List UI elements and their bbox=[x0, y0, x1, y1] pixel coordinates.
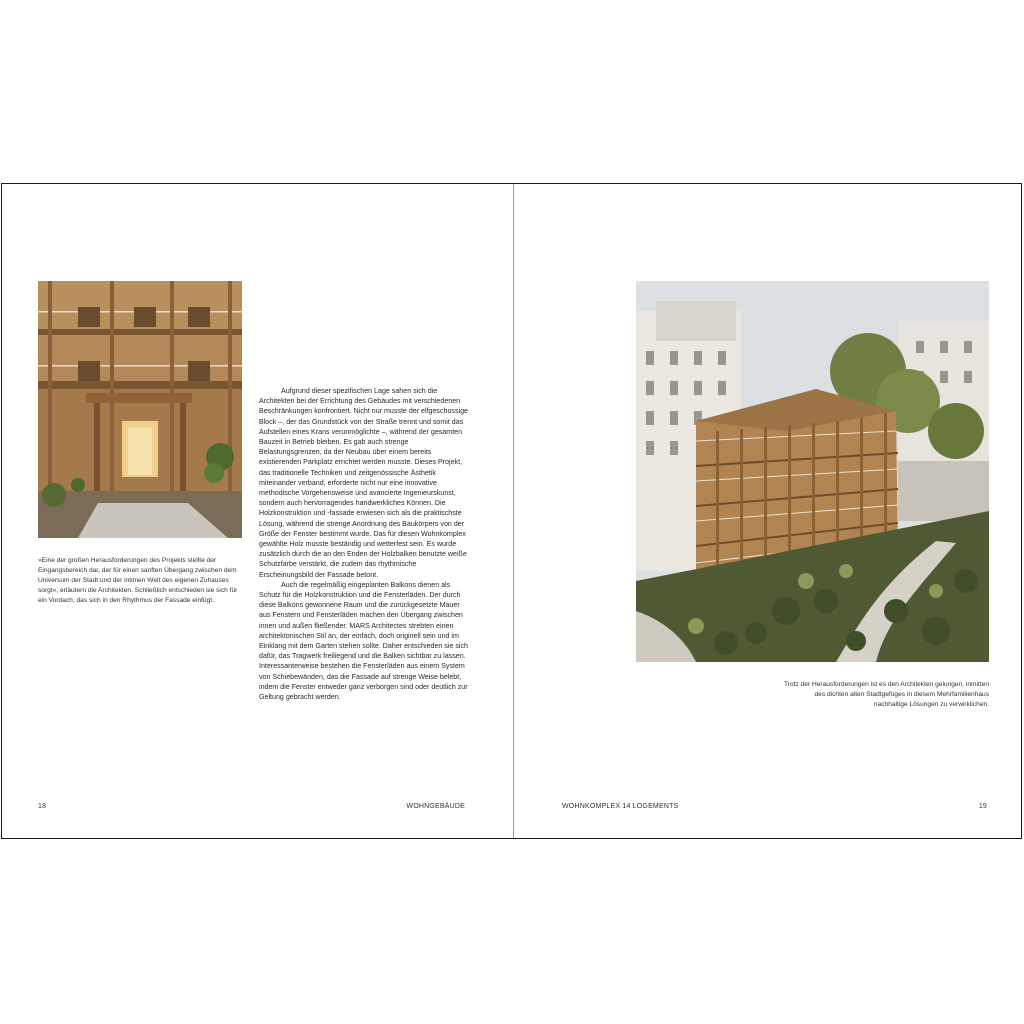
entrance-photo-illustration bbox=[38, 281, 242, 538]
courtyard-photo bbox=[636, 281, 989, 662]
page-number-left: 18 bbox=[38, 803, 47, 810]
running-head-right: WOHNKOMPLEX 14 LOGEMENTS bbox=[562, 803, 679, 810]
book-spread bbox=[1, 183, 1022, 839]
body-paragraph-1: Aufgrund dieser spezifischen Lage sahen sich die Architekten bei der Errichtung des Gebäudes mit verschiedenen Beschränkungen konfrontiert. Nicht nur musste der elfgeschossige Block –, der das Grundstück von der Straße trennt und somit das Aufstellen eines Krans verunmöglichte –, während der gesamten Bauzeit in Betrieb bleiben. Es gab auch strenge Belastungsgrenzen, da der Neubau über einem bereits existierenden Parkplatz errichtet werden musste. Dieses Projekt, das traditionelle Techniken und zeitgenössische Ästhetik miteinander verband, erforderte nicht nur eine innovative methodische Vorgehensweise und avancierte Ingenieurskunst, sondern auch hervorragendes handwerkliches Können. Die Holzkonstruktion und -fassade erwiesen sich als die praktischste Lösung, während die strenge Anordnung des Baukörpers von der Größe der Fenster bestimmt wurde. Das für diesen Wohnkomplex gewählte Holz musste beständig und wetterfest sein. Es wurde zusätzlich durch die an den Enden der Holzbalken benutzte weiße Schutzfarbe verstärkt, die zudem das rhythmische Erscheinungsbild der Fassade betont. bbox=[259, 387, 468, 579]
page-number-right: 19 bbox=[978, 803, 987, 810]
courtyard-caption: Trotz der Herausforderungen ist es den Architekten gelungen, inmitten des dichten alten Stadtgefüges in diesem Mehrfamilienhaus nachhaltige Lösungen zu verwirklichen. bbox=[783, 681, 989, 708]
running-head-left: WOHNGEBÄUDE bbox=[406, 803, 465, 810]
entrance-caption: »Eine der großen Herausforderungen des Projekts stellte der Eingangsbereich dar, der für einen sanften Übergang zwischen dem Universum der Stadt und der intimen Welt des eigenen Zuhauses sorgt«, erläutern die Architekten. Schließlich entschieden sie sich für ein Vordach, das sich in den Rhythmus der Fassade einfügt. bbox=[38, 557, 238, 604]
body-paragraph-2: Auch die regelmäßig eingeplanten Balkons dienen als Schutz für die Holzkonstruktion und die Fensterläden. Der durch diese Balkons gewonnene Raum und die zurückgesetzte Mauer aus Fenstern und Fensterläden machen den Übergang zwischen innen und außen fließender. MARS Architectes strebten einen architektonischen Stil an, der einfach, doch originell sein und im Einklang mit dem Garten stehen sollte. Daher entschieden sie sich dafür, das Tragwerk freiliegend und die Balken sichtbar zu lassen. Interessanterweise bestehen die Fensterläden aus einem System von Schiebewänden, das die Fassade auf strenge Weise belebt, indem die Fenster entweder ganz verborgen sind oder deutlich zur Geltung gebracht werden. bbox=[259, 580, 468, 702]
courtyard-photo-illustration bbox=[636, 281, 989, 662]
right-page bbox=[514, 184, 1023, 838]
left-page bbox=[2, 184, 513, 838]
body-text bbox=[259, 386, 469, 702]
entrance-photo bbox=[38, 281, 242, 538]
